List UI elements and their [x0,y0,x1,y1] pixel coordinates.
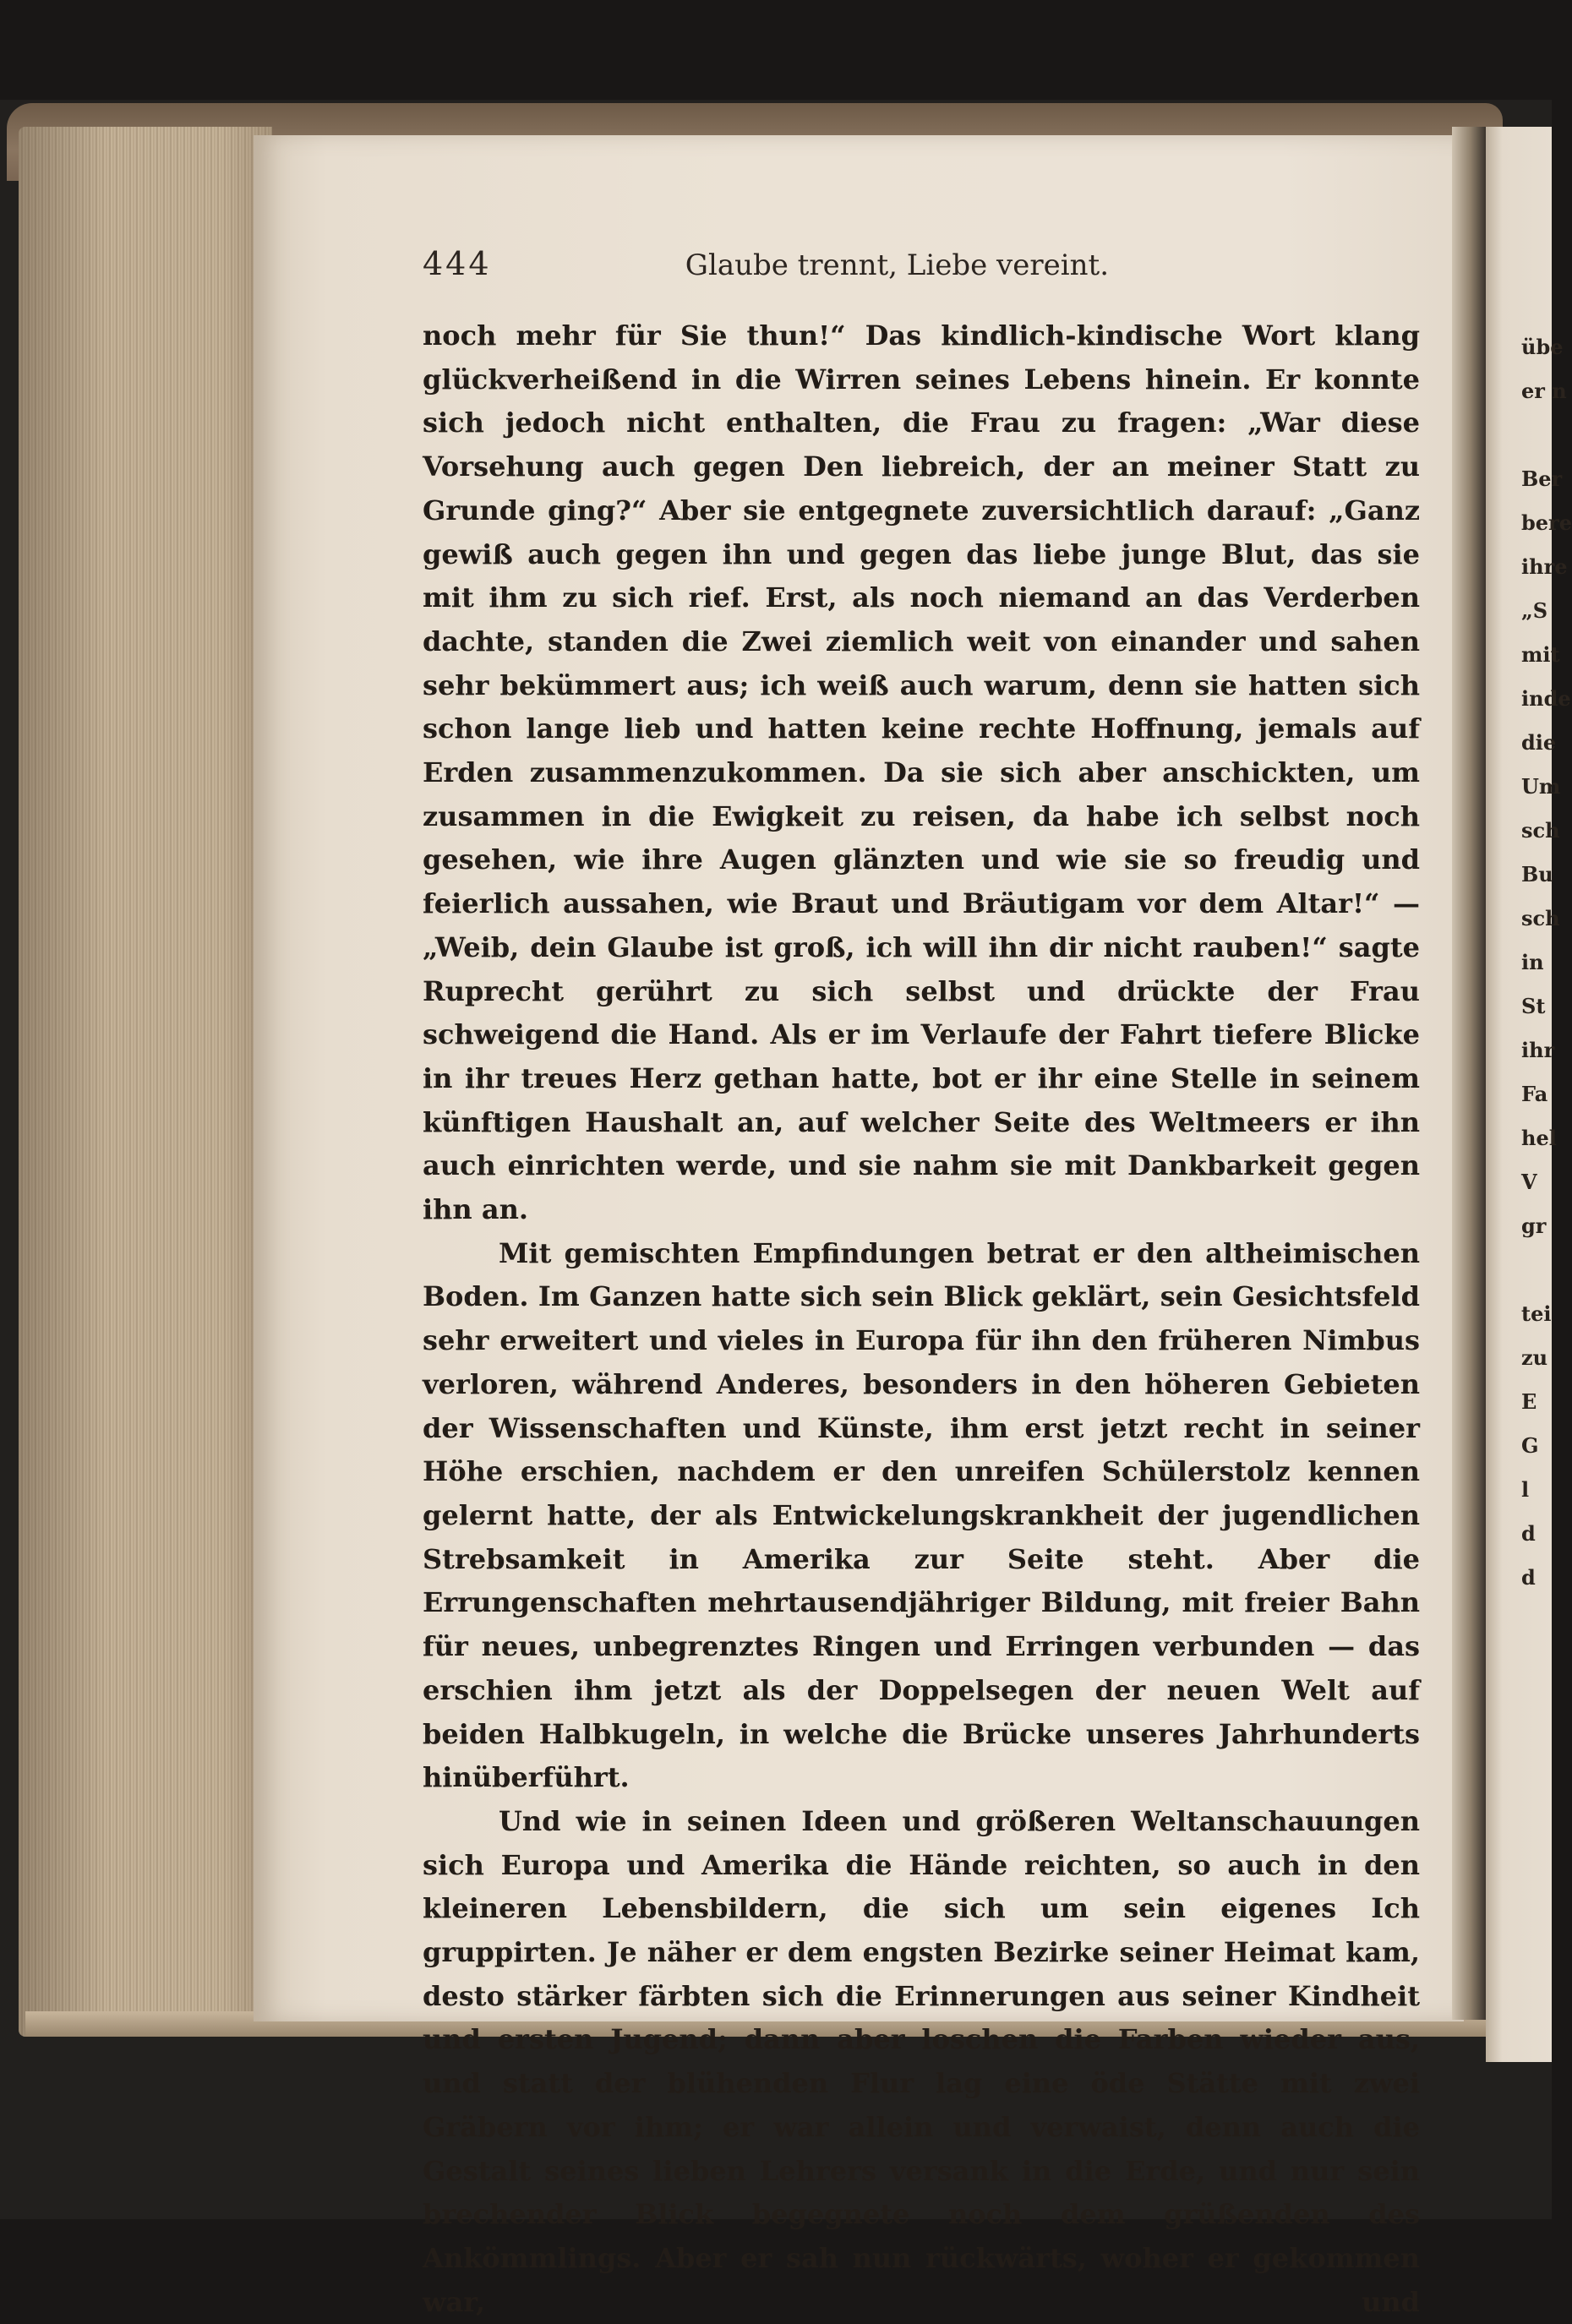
facing-page-fragment: er n [1521,379,1567,403]
facing-page-fragment [1521,1688,1552,1732]
facing-page-fragment: in [1521,950,1544,974]
facing-page-fragment [1521,1248,1552,1292]
facing-page-fragment: Bu [1521,862,1553,887]
facing-page-fragment: mit [1521,642,1560,667]
page-block-shade [19,127,272,2037]
facing-page-fragment [1521,1644,1552,1688]
facing-page-fragment: Ber [1521,466,1563,491]
facing-page-fragment: V [1521,1170,1537,1194]
facing-page-fragment: d [1521,1521,1536,1546]
facing-page-fragment: Fa [1521,1082,1548,1106]
facing-page-fragment: die [1521,730,1557,755]
facing-page-fragment: hel [1521,1126,1557,1150]
page-number: 444 [423,245,492,282]
facing-page-fragment: „S [1521,598,1548,623]
paragraph-2: Mit gemischten Empfindungen betrat er den altheimischen Boden. Im Ganzen hatte sich sein Blick geklärt, sein Gesichtsfeld sehr erweitert und vieles in Europa für ihn den früheren Nimbus verloren, während Anderes, besonders in den höheren Gebieten der Wissenschaften und Künste, ihm erst jetzt recht in seiner Höhe erschien, nachdem er den unreifen Schülerstolz kennen gelernt hatte, der als Entwickelungskrankheit der jugendlichen Strebsamkeit in Amerika zur Seite steht. Aber die Errungenschaften mehrtausendjähriger Bildung, mit freier Bahn für neues, unbegrenztes Ringen und Erringen verbunden — das erschien ihm jetzt als der Doppelsegen der neuen Welt auf beiden Halbkugeln, in welche die Brücke unseres Jahrhunderts hinüberführt. [423,1236,1420,1794]
facing-page-fragment: sch [1521,818,1560,843]
facing-page-fragment: l [1521,1477,1530,1502]
facing-page-fragment: sch [1521,906,1560,930]
facing-page-fragment: bere [1521,510,1572,535]
facing-page-text [1521,325,1572,1776]
paragraph-1: noch mehr für Sie thun!“ Das kindlich-kindische Wort klang glückverheißend in die Wirren seines Lebens hinein. Er konnte sich jedoch nicht enthalten, die Frau zu fragen: „War diese Vorsehung auch gegen Den liebreich, der an meiner Statt zu Grunde ging?“ Aber sie entgegnete zuversichtlich darauf: „Ganz gewiß auch gegen ihn und gegen das liebe junge Blut, das sie mit ihm zu sich rief. Erst, als noch niemand an das Verderben dachte, standen die Zwei ziemlich weit von einander und sahen sehr bekümmert aus; ich weiß auch warum, denn sie hatten sich schon lange lieb und hatten keine rechte Hoffnung, jemals auf Erden zusammenzukommen. Da sie sich aber anschickten, um zusammen in die Ewigkeit zu reisen, da habe ich selbst noch gesehen, wie ihre Augen glänzten und wie sie so freudig und feierlich aussahen, wie Braut und Bräutigam vor dem Altar!“ — „Weib, dein Glaube ist groß, ich will ihn dir nicht rauben!“ sagte Ruprecht gerührt zu sich selbst und drückte der Frau schweigend die Hand. Als er im Verlaufe der Fahrt tiefere Blicke in ihr treues Herz gethan hatte, bot er ihr eine Stelle in seinem künftigen Haushalt an, auf welcher Seite des Weltmeers er ihn auch einrichten werde, und sie nahm sie mit Dankbarkeit gegen ihn an. [423,319,1420,1226]
facing-page-fragment: G [1521,1433,1539,1458]
facing-page-fragment [1521,1600,1552,1644]
facing-page-fragment: ihre [1521,554,1568,579]
facing-page-fragment [1521,413,1552,457]
facing-page-fragment: zu [1521,1345,1548,1370]
facing-page-fragment: E [1521,1389,1537,1414]
paragraph-3: Und wie in seinen Ideen und größeren Weltanschauungen sich Europa und Amerika die Hände reichten, so auch in den kleineren Lebensbildern, die sich um sein eigenes Ich gruppirten. Je näher er dem engsten Bezirke seiner Heimat kam, desto stärker färbten sich die Erinnerungen aus seiner Kindheit und ersten Jugend; dann aber loschen die Farben wieder aus, und statt der blühenden Flur lag eine öde Stätte mit zwei Gräbern vor ihm; er war allein und verwaist, denn auch die Gestalt seines lieben Lehrers versank in die Erde, und nur sein brechender Blick begegnete noch dem grüßenden des Ankömmlings. Aber er sah nun rückwärts, woher er gekommen war, und [423,1804,1420,2318]
facing-page-fragment: ihr [1521,1038,1555,1062]
facing-page-fragment: gr [1521,1214,1547,1238]
book-gutter [1452,127,1486,2020]
facing-page-fragment: St [1521,994,1546,1018]
running-head: Glaube trennt, Liebe vereint. [685,248,1109,282]
page-header [423,245,1109,287]
facing-page-fragment: inde [1521,686,1571,711]
facing-page-fragment: übe [1521,335,1564,359]
facing-page-fragment: Um [1521,774,1561,799]
facing-page-fragment: tei [1521,1301,1552,1326]
page-body [423,314,1420,2324]
facing-page-fragment: d [1521,1565,1536,1590]
facing-page-fragment [1521,1732,1552,1776]
